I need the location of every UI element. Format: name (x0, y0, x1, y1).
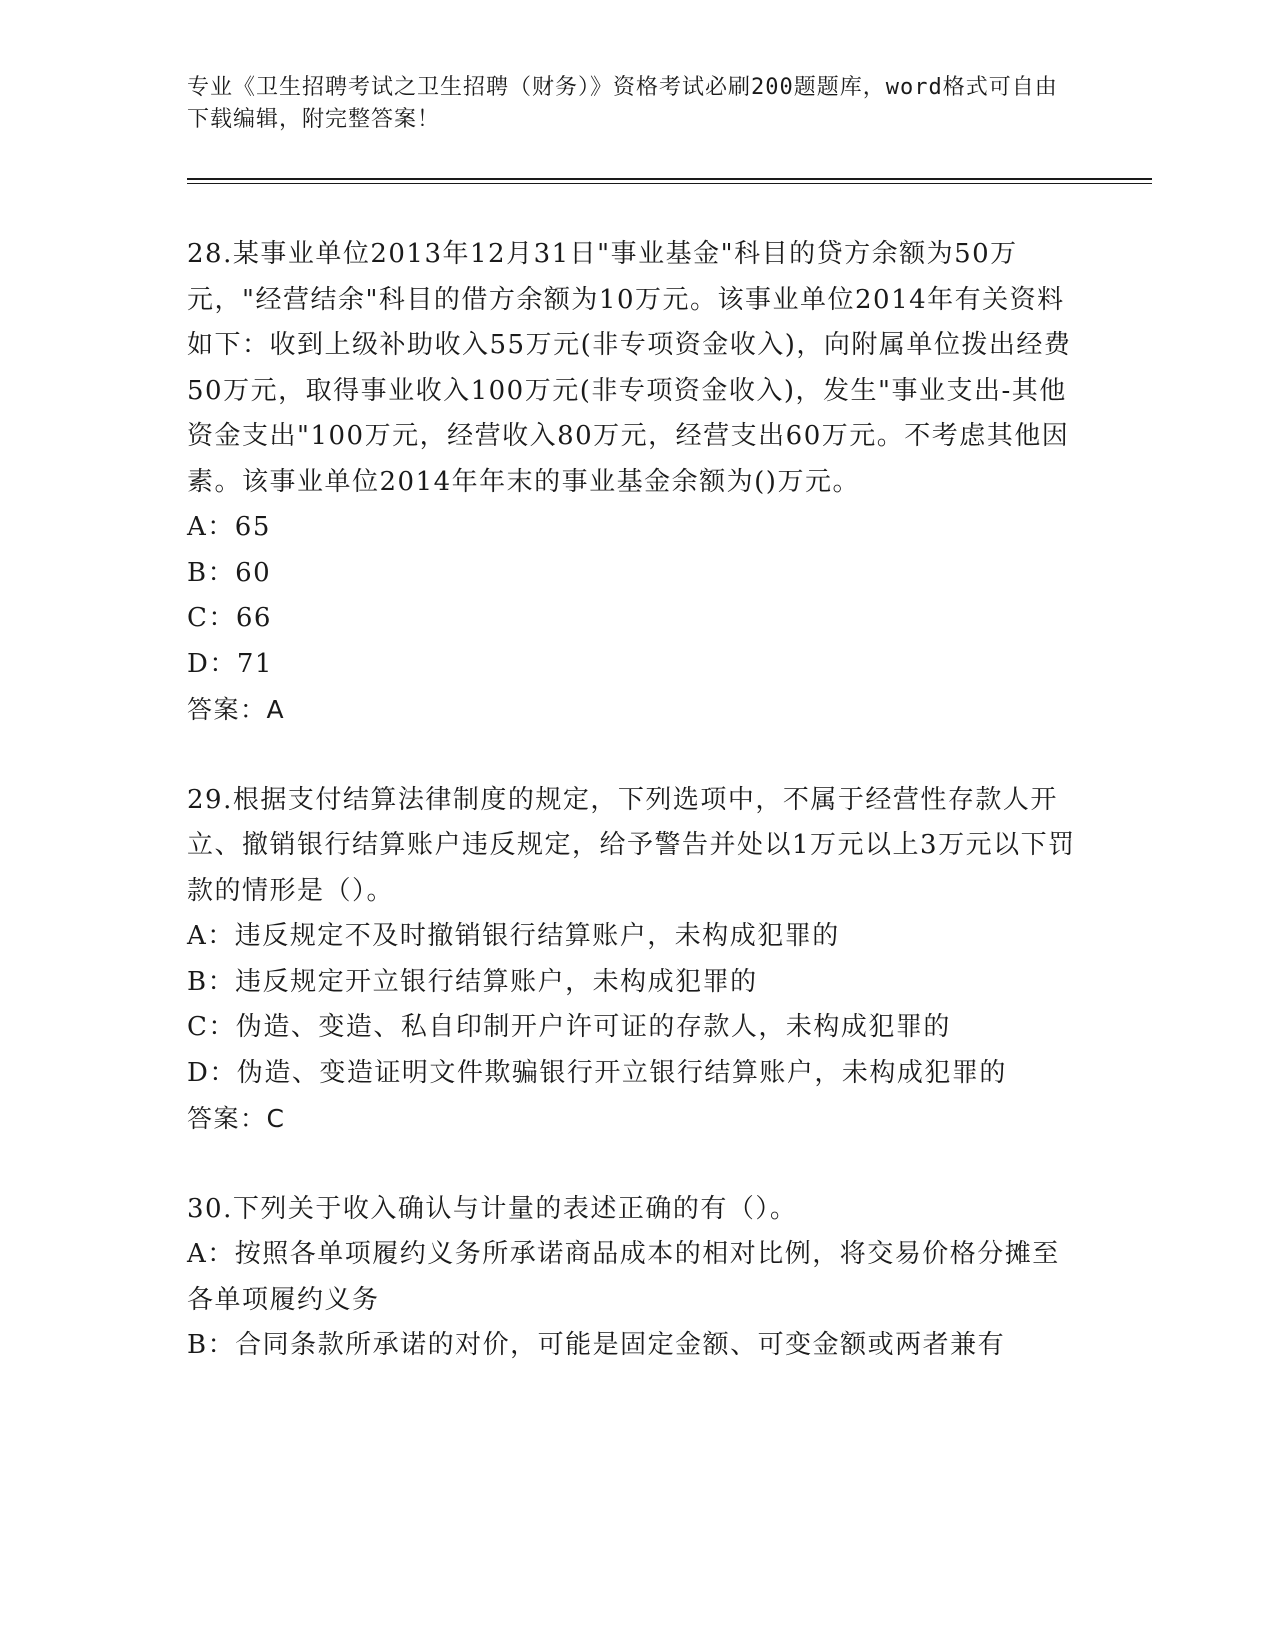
option-d: D：71 (187, 648, 273, 679)
option-c: C：伪造、变造、私自印制开户许可证的存款人，未构成犯罪的 (187, 1012, 951, 1042)
option-c: C：66 (187, 603, 272, 633)
option-a: A：65 (187, 512, 271, 542)
option-b: B：60 (187, 557, 272, 588)
question-30 (187, 1187, 1077, 1369)
question-stem: 28.某事业单位2013年12月31日"事业基金"科目的贷方余额为50万元，"经营结余"科目的借方余额为10万元。该事业单位2014年有关资料如下：收到上级补助收入55万元(非专项资金收入)，向附属单位拨出经费50万元，取得事业收入100万元(非专项资金收入)，发生"事业支出-其他资金支出"100万元，经营收入80万元，经营支出60万元。不考虑其他因素。该事业单位2014年年末的事业基金余额为()万元。 (187, 239, 1072, 497)
option-a: A：违反规定不及时撤销银行结算账户，未构成犯罪的 (187, 921, 840, 951)
document-header: 专业《卫生招聘考试之卫生招聘（财务）》资格考试必刷200题题库，word格式可自由下载编辑，附完整答案！ (187, 75, 1058, 132)
question-29 (187, 778, 1077, 1142)
header-divider (187, 178, 1152, 184)
question-28 (187, 232, 1077, 733)
option-d: D：伪造、变造证明文件欺骗银行开立银行结算账户，未构成犯罪的 (187, 1057, 1007, 1088)
answer-line: 答案：A (187, 695, 286, 724)
answer-line: 答案：C (187, 1104, 286, 1133)
option-b: B：违反规定开立银行结算账户，未构成犯罪的 (187, 966, 758, 997)
option-a: A：按照各单项履约义务所承诺商品成本的相对比例，将交易价格分摊至各单项履约义务 (187, 1239, 1060, 1315)
question-stem: 29.根据支付结算法律制度的规定，下列选项中，不属于经营性存款人开立、撤销银行结算账户违反规定，给予警告并处以1万元以上3万元以下罚款的情形是（）。 (187, 784, 1076, 906)
option-b: B：合同条款所承诺的对价，可能是固定金额、可变金额或两者兼有 (187, 1330, 1006, 1360)
question-stem: 30.下列关于收入确认与计量的表述正确的有（）。 (187, 1193, 798, 1224)
question-list (187, 232, 1077, 1414)
